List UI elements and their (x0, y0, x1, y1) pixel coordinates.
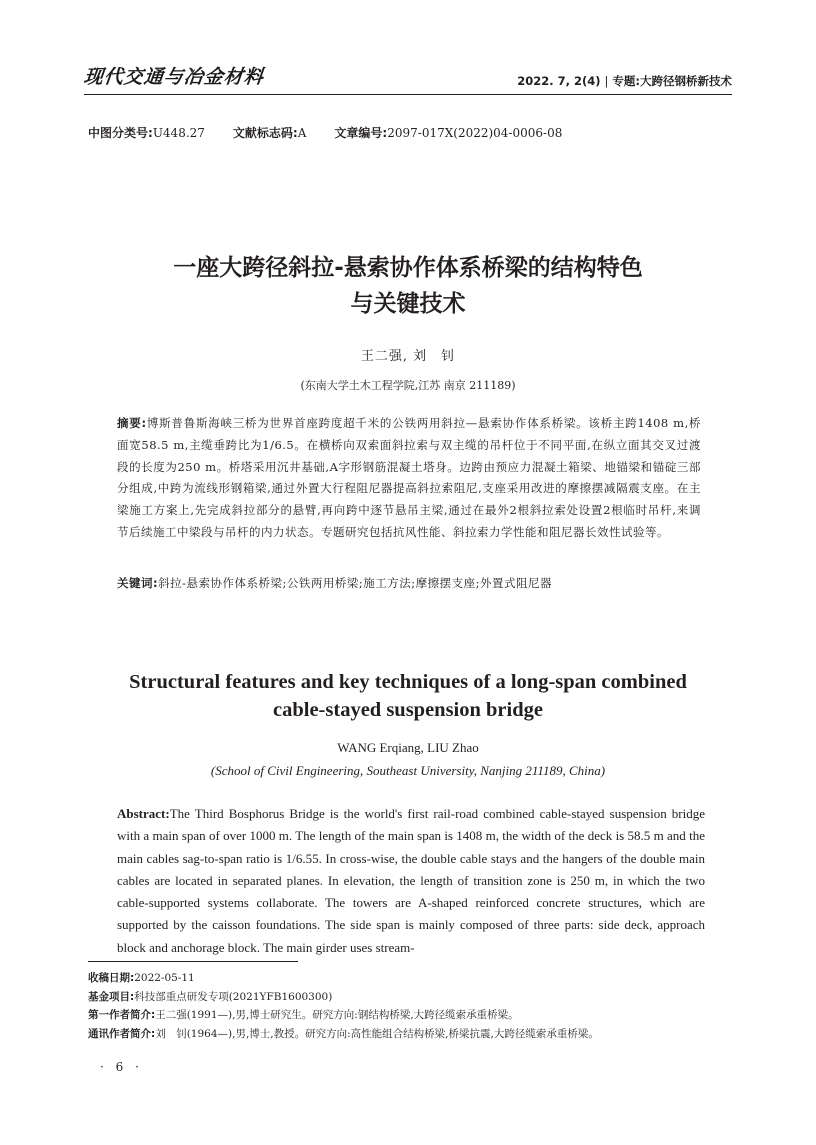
chinese-abstract (117, 413, 701, 544)
first-author-value: 王二强(1991—),男,博士研究生。研究方向:钢结构桥梁,大跨径缆索承重桥梁。 (155, 1009, 519, 1021)
footnotes (88, 969, 599, 1043)
clc-value: U448.27 (152, 126, 205, 140)
header-rule (84, 94, 732, 95)
chinese-authors: 王二强, 刘 钊 (360, 349, 456, 364)
fund-info (88, 988, 599, 1007)
fund-label: 基金项目: (88, 990, 135, 1003)
journal-logo: 现代交通与冶金材料 (82, 66, 266, 88)
footnote-rule (88, 961, 298, 962)
corresponding-author-value: 刘 钊(1964—),男,博士,教授。研究方向:高性能组合结构桥梁,桥梁抗震,大跨径缆索承重桥梁。 (155, 1027, 599, 1040)
received-value: 2022-05-11 (134, 972, 195, 984)
received-label: 收稿日期: (88, 972, 135, 984)
first-author-bio (88, 1006, 599, 1025)
received-date (88, 969, 599, 988)
english-abstract-label: Abstract: (117, 806, 170, 821)
chinese-keywords-label: 关键词: (117, 576, 159, 590)
doc-code-value: A (297, 126, 307, 140)
header-separator: | (604, 74, 609, 88)
fund-value: 科技部重点研发专项(2021YFB1600300) (134, 990, 333, 1003)
english-authors: WANG Erqiang, LIU Zhao (337, 740, 479, 755)
english-title (0, 668, 816, 724)
corresponding-author-bio (88, 1025, 599, 1044)
column-title: 专题:大跨径钢桥新技术 (612, 74, 732, 88)
issue-info: 2022. 7, 2(4) (517, 74, 601, 88)
chinese-keywords (117, 573, 701, 594)
chinese-title (0, 250, 816, 322)
chinese-abstract-text: 博斯普鲁斯海峡三桥为世界首座跨度超千米的公铁两用斜拉—悬索协作体系桥梁。该桥主跨1408 m,桥面宽58.5 m,主缆垂跨比为1/6.5。在横桥向双索面斜拉索与双主缆的吊杆位于不同平面,在纵立面其交叉过渡段的长度为250 m。桥塔采用沉井基础,A字形钢筋混凝土塔身。边跨由预应力混凝土箱梁、地锚梁和锚碇三部分组成,中跨为流线形钢箱梁,通过外置大行程阻尼器提高斜拉索阻尼,支座采用改进的摩擦摆减隔震支座。在主梁施工方案上,先完成斜拉部分的悬臂,再向跨中逐节悬吊主梁,通过在最外2根斜拉索处设置2根临时吊杆,来调节后续施工中梁段与吊杆的内力状态。专题研究包括抗风性能、斜拉索力学性能和阻尼器长效性试验等。 (117, 416, 701, 539)
running-header (517, 73, 732, 89)
article-number-value: 2097-017X(2022)04-0006-08 (387, 126, 563, 140)
english-title-line2: cable-stayed suspension bridge (273, 699, 543, 721)
article-number-label: 文章编号: (334, 126, 388, 140)
chinese-title-line2: 与关键技术 (350, 291, 466, 317)
doc-code-label: 文献标志码: (232, 126, 298, 140)
english-affiliation: (School of Civil Engineering, Southeast University, Nanjing 211189, China) (210, 763, 606, 778)
clc-label: 中图分类号: (88, 126, 153, 140)
chinese-keywords-text: 斜拉-悬索协作体系桥梁;公铁两用桥梁;施工方法;摩擦摆支座;外置式阻尼器 (158, 576, 552, 590)
chinese-title-line1: 一座大跨径斜拉-悬索协作体系桥梁的结构特色 (173, 255, 643, 281)
chinese-abstract-label: 摘要: (117, 416, 147, 430)
english-abstract (117, 803, 705, 959)
english-title-line1: Structural features and key techniques of a long-span combined (129, 671, 687, 693)
page-number: · 6 · (100, 1060, 143, 1074)
first-author-label: 第一作者简介: (88, 1009, 156, 1021)
english-abstract-text: The Third Bosphorus Bridge is the world's first rail-road combined cable-stayed suspension bridge with a main span of over 1000 m. The length of the main span is 1408 m, the width of the deck is 58.5 m and the main cables sag-to-span ratio is 1/6.55. In cross-wise, the double cable stays and the hangers of the double main cables are located in separated planes. In elevation, the length of transition zone is 250 m, in which the two cable-supported systems collaborate. The towers are A-shaped reinforced concrete structures, which are supported by the caisson foundations. The side span is mainly composed of three parts: side deck, approach block and anchorage block. The main girder uses stream- (117, 806, 705, 955)
classification-line (88, 124, 562, 141)
chinese-affiliation: (东南大学土木工程学院,江苏 南京 211189) (300, 379, 516, 392)
corresponding-author-label: 通讯作者简介: (88, 1027, 156, 1040)
